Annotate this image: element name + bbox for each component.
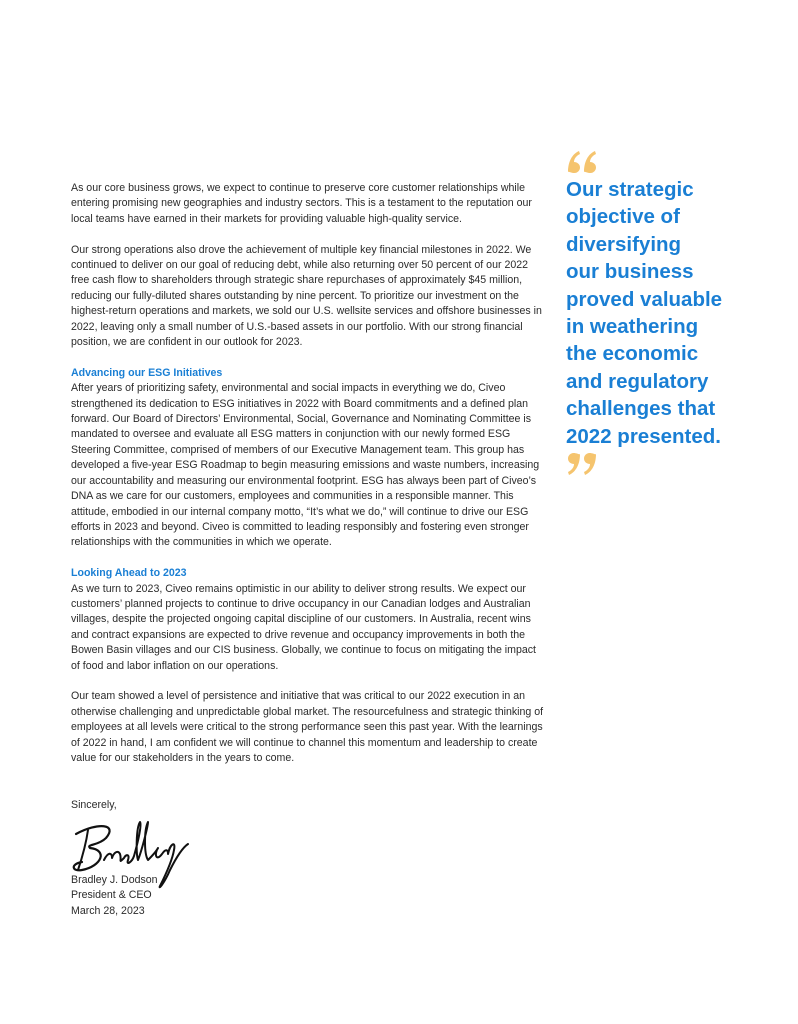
- letter-paragraph: Our strong operations also drove the achievement of multiple key financial milestones in 2022. We continued to deliver on our goal of reducing debt, while also returning over 50 percent of our 2022 free cash flow to shareholders through strategic share repurchases of approximately $45 million, reducing our fully-diluted shares outstanding by nine percent. To prioritize our investment on the highest-return operations and markets, we sold our U.S. wellsite services and offshore businesses in 2022, leaving only a small number of U.S.-based assets in our portfolio. With our strong financial position, we are confident in our outlook for 2023.: [71, 243, 542, 349]
- open-quote-icon: [566, 150, 598, 174]
- signer-name: Bradley J. Dodson: [71, 874, 158, 886]
- close-quote-icon: [566, 452, 598, 476]
- letter-paragraph: Our team showed a level of persistence and initiative that was critical to our 2022 execution in an otherwise challenging and unpredictable global market. The resourcefulness and strategic thinking of employees at all levels were critical to the strong performance seen this past year. With the learnings of 2022 in hand, I am confident we will continue to channel this momentum and leadership to create value for our stakeholders in the years to come.: [71, 690, 544, 764]
- section-heading-looking-ahead: Looking Ahead to 2023: [71, 567, 187, 580]
- letter-date: March 28, 2023: [71, 904, 145, 917]
- letter-closing: Sincerely,: [71, 799, 117, 811]
- letter-paragraph: After years of prioritizing safety, environmental and social impacts in everything we do, Civeo strengthened its dedication to ESG initiatives in 2022 with Board commitments and a defined plan forward. Our Board of Directors’ Environmental, Social, Governance and Nominating Committee is mandated to oversee and evaluate all ESG matters in conjunction with our newly formed ESG Steering Committee, comprised of members of our Executive Management team. This group has developed a five-year ESG Roadmap to begin measuring emissions and waste numbers, increasing our accountability and measuring our environmental footprint. ESG has always been part of Civeo’s DNA as we care for our customers, employees and communities in a responsible manner. This attitude, embodied in our internal company motto, “It’s what we do,” will continue to drive our ESG efforts in 2023 and beyond. Civeo is committed to leading responsibly and fostering even stronger relationships with the communities in which we operate.: [71, 382, 540, 549]
- letter-paragraph: As our core business grows, we expect to continue to preserve core customer relationships while entering promising new geographies and industry sectors. This is a testament to the reputation our local teams have earned in their markets for providing valuable high-quality service.: [71, 182, 532, 225]
- signer-block: [71, 873, 158, 919]
- signer-title: President & CEO: [71, 889, 152, 902]
- letter-paragraph: As we turn to 2023, Civeo remains optimistic in our ability to deliver strong results. We expect our customers’ planned projects to continue to drive occupancy in our Canadian lodges and Australian villages, despite the projected ongoing capital discipline of our customers. In Australia, recent wins and contract expansions are expected to drive revenue and occupancy improvements in both the Bowen Basin villages and our CIS business. Globally, we continue to focus on mitigating the impact of food and labor inflation on our operations.: [71, 582, 537, 672]
- letter-body: [71, 181, 547, 782]
- section-heading-esg: Advancing our ESG Initiatives: [71, 366, 223, 379]
- pull-quote-text: Our strategic objective of diversifying our business proved valuable in weathering the economic and regulatory challenges that 2022 presented.: [566, 178, 723, 448]
- pull-quote: [566, 150, 781, 476]
